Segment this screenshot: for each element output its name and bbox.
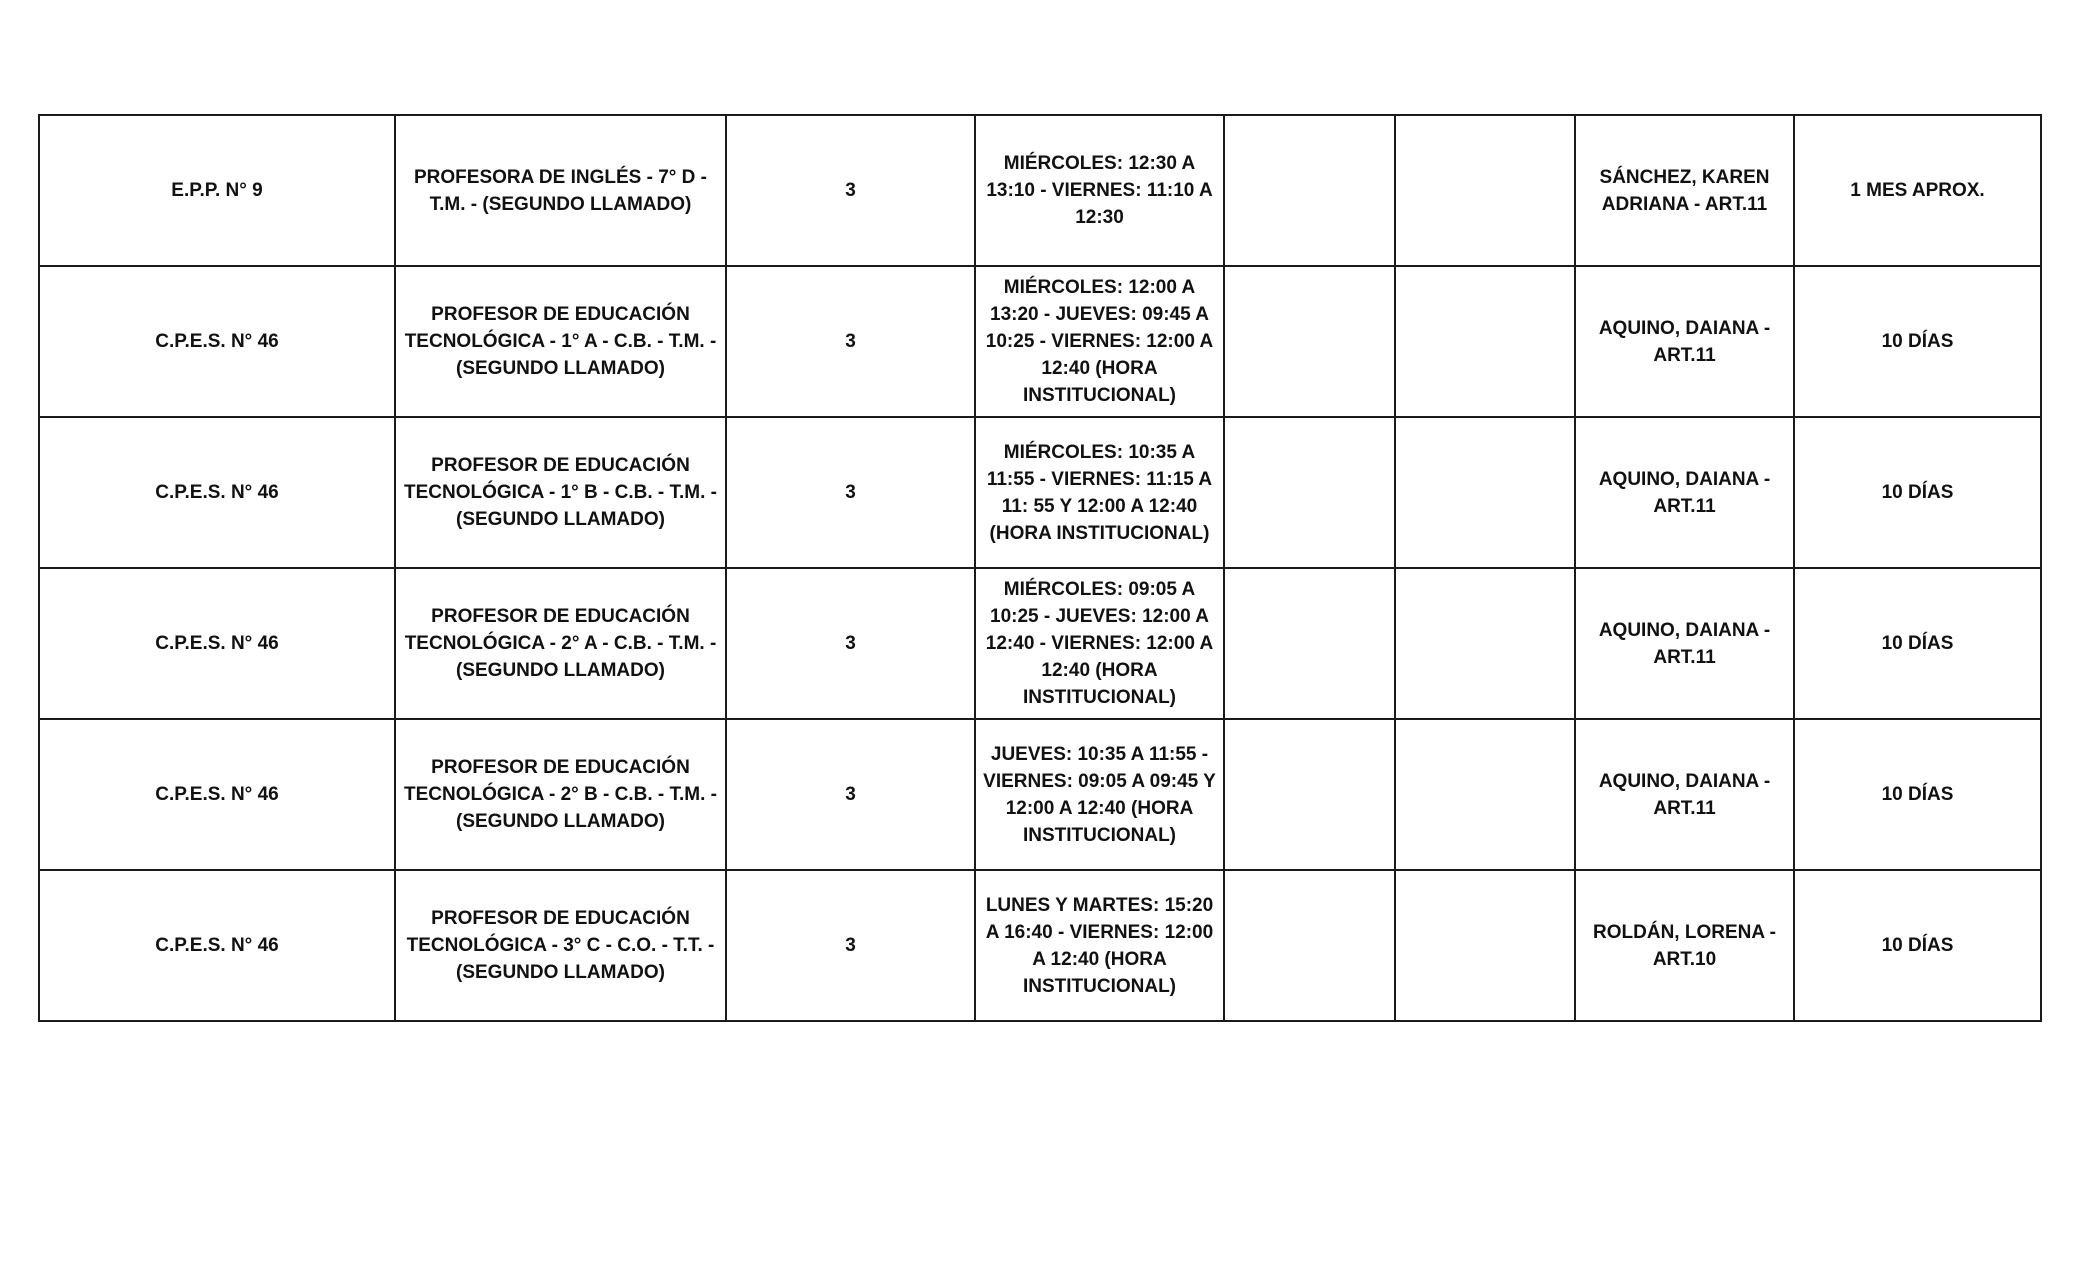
institution-cell: E.P.P. N° 9 <box>39 115 395 266</box>
institution-cell: C.P.E.S. N° 46 <box>39 568 395 719</box>
empty-cell <box>1224 719 1395 870</box>
position-cell: PROFESOR DE EDUCACIÓN TECNOLÓGICA - 1° A - C.B. - T.M. - (SEGUNDO LLAMADO) <box>395 266 726 417</box>
empty-cell <box>1395 115 1575 266</box>
hours-cell: 3 <box>726 719 975 870</box>
replaces-cell: ROLDÁN, LORENA - ART.10 <box>1575 870 1794 1021</box>
vacancy-table <box>38 114 2042 1022</box>
empty-cell <box>1395 719 1575 870</box>
empty-cell <box>1224 870 1395 1021</box>
duration-cell: 10 DÍAS <box>1794 568 2041 719</box>
institution-cell: C.P.E.S. N° 46 <box>39 719 395 870</box>
replaces-cell: AQUINO, DAIANA - ART.11 <box>1575 719 1794 870</box>
empty-cell <box>1395 417 1575 568</box>
position-cell: PROFESOR DE EDUCACIÓN TECNOLÓGICA - 2° A - C.B. - T.M. - (SEGUNDO LLAMADO) <box>395 568 726 719</box>
duration-cell: 1 MES APROX. <box>1794 115 2041 266</box>
schedule-cell: JUEVES: 10:35 A 11:55 - VIERNES: 09:05 A 09:45 Y 12:00 A 12:40 (HORA INSTITUCIONAL) <box>975 719 1224 870</box>
schedule-cell: MIÉRCOLES: 12:00 A 13:20 - JUEVES: 09:45 A 10:25 - VIERNES: 12:00 A 12:40 (HORA INSTITUCIONAL) <box>975 266 1224 417</box>
institution-cell: C.P.E.S. N° 46 <box>39 870 395 1021</box>
duration-cell: 10 DÍAS <box>1794 266 2041 417</box>
hours-cell: 3 <box>726 115 975 266</box>
institution-cell: C.P.E.S. N° 46 <box>39 417 395 568</box>
empty-cell <box>1395 568 1575 719</box>
duration-cell: 10 DÍAS <box>1794 719 2041 870</box>
empty-cell <box>1224 417 1395 568</box>
table-row <box>39 266 2041 417</box>
position-cell: PROFESORA DE INGLÉS - 7° D - T.M. - (SEGUNDO LLAMADO) <box>395 115 726 266</box>
empty-cell <box>1224 115 1395 266</box>
schedule-cell: MIÉRCOLES: 09:05 A 10:25 - JUEVES: 12:00 A 12:40 - VIERNES: 12:00 A 12:40 (HORA INSTITUCIONAL) <box>975 568 1224 719</box>
schedule-cell: MIÉRCOLES: 12:30 A 13:10 - VIERNES: 11:10 A 12:30 <box>975 115 1224 266</box>
empty-cell <box>1224 266 1395 417</box>
position-cell: PROFESOR DE EDUCACIÓN TECNOLÓGICA - 1° B - C.B. - T.M. - (SEGUNDO LLAMADO) <box>395 417 726 568</box>
replaces-cell: AQUINO, DAIANA - ART.11 <box>1575 266 1794 417</box>
position-cell: PROFESOR DE EDUCACIÓN TECNOLÓGICA - 2° B - C.B. - T.M. - (SEGUNDO LLAMADO) <box>395 719 726 870</box>
table-row <box>39 115 2041 266</box>
duration-cell: 10 DÍAS <box>1794 870 2041 1021</box>
table-row <box>39 568 2041 719</box>
table-row <box>39 870 2041 1021</box>
empty-cell <box>1224 568 1395 719</box>
empty-cell <box>1395 266 1575 417</box>
hours-cell: 3 <box>726 870 975 1021</box>
replaces-cell: SÁNCHEZ, KAREN ADRIANA - ART.11 <box>1575 115 1794 266</box>
duration-cell: 10 DÍAS <box>1794 417 2041 568</box>
table-row <box>39 417 2041 568</box>
hours-cell: 3 <box>726 417 975 568</box>
table-row <box>39 719 2041 870</box>
position-cell: PROFESOR DE EDUCACIÓN TECNOLÓGICA - 3° C - C.O. - T.T. - (SEGUNDO LLAMADO) <box>395 870 726 1021</box>
replaces-cell: AQUINO, DAIANA - ART.11 <box>1575 568 1794 719</box>
hours-cell: 3 <box>726 568 975 719</box>
hours-cell: 3 <box>726 266 975 417</box>
empty-cell <box>1395 870 1575 1021</box>
schedule-cell: MIÉRCOLES: 10:35 A 11:55 - VIERNES: 11:15 A 11: 55 Y 12:00 A 12:40 (HORA INSTITUCIONAL) <box>975 417 1224 568</box>
schedule-cell: LUNES Y MARTES: 15:20 A 16:40 - VIERNES: 12:00 A 12:40 (HORA INSTITUCIONAL) <box>975 870 1224 1021</box>
institution-cell: C.P.E.S. N° 46 <box>39 266 395 417</box>
replaces-cell: AQUINO, DAIANA - ART.11 <box>1575 417 1794 568</box>
